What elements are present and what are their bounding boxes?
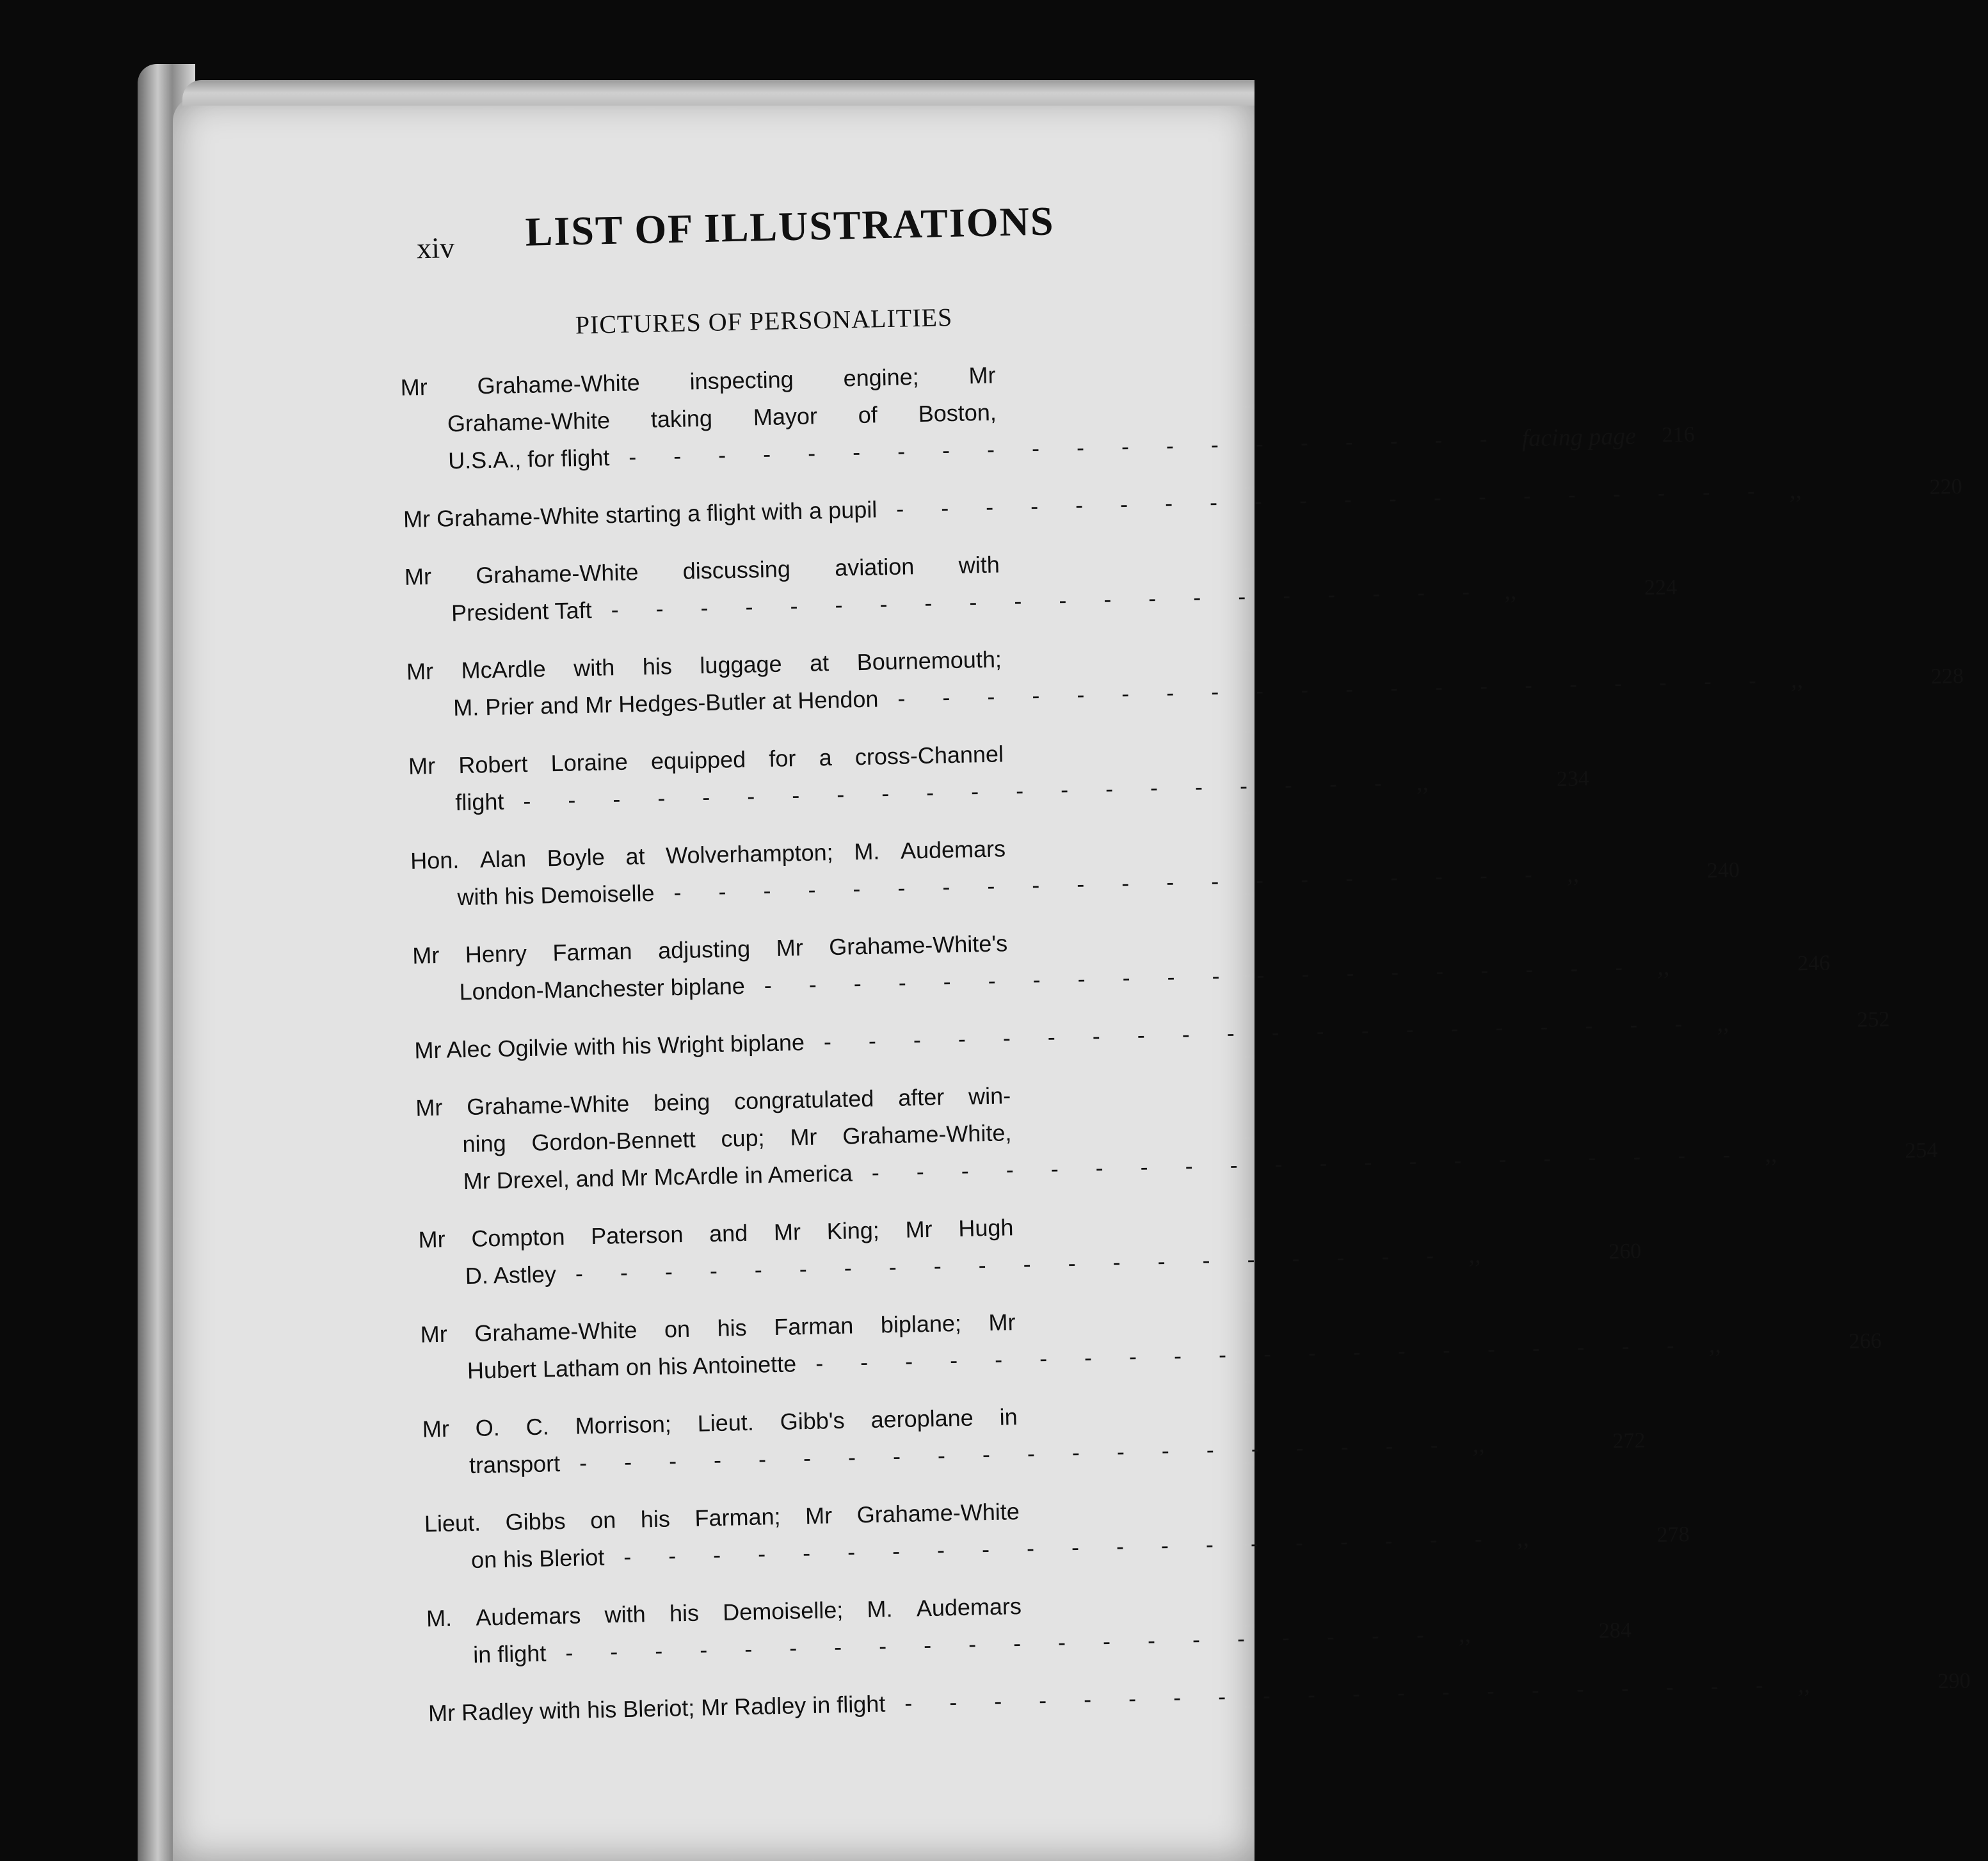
page-reference [1638, 945, 1831, 986]
entry-text-line: Lieut. Gibbs on his Farman; Mr Grahame-White [424, 1498, 1020, 1537]
page-top-edge [182, 80, 1255, 106]
page-number: 220 [1929, 474, 1963, 499]
page-reference [1439, 1612, 1631, 1653]
page-reference [1547, 852, 1740, 893]
leader-dashes: - - - - - - - - - - - - - - - - - - - - [823, 1010, 1698, 1055]
entry-text-line: President Taft [451, 596, 593, 627]
entry-text-line: Mr Grahame-White inspecting engine; Mr [400, 362, 996, 401]
page-number: 254 [1904, 1138, 1938, 1163]
entry-text-line: Grahame-White taking Mayor of Boston, [447, 399, 997, 437]
facing-page-label: ,, [1656, 953, 1670, 981]
entry-text-line: in flight [472, 1640, 547, 1668]
page-number: 290 [1937, 1669, 1971, 1694]
page-number: 224 [1644, 575, 1678, 600]
entry-text-line: U.S.A., for flight [447, 444, 610, 474]
page-number: 252 [1856, 1007, 1890, 1032]
page-reference [1770, 468, 1962, 509]
leader-dashes: - - - - - - - - - - - - - - - - - - - - [565, 1621, 1440, 1666]
page-reference [1397, 760, 1589, 801]
page-number: 240 [1706, 858, 1740, 883]
entry-text-line: ning Gordon-Bennett cup; Mr Grahame-White, [462, 1119, 1012, 1158]
entry-text-line: Mr Alec Ogilvie with his Wright biplane [414, 1028, 805, 1064]
entry-text-line: with his Demoiselle [457, 879, 655, 911]
entry-text-line: M. Prier and Mr Hedges-Butler at Hendon [453, 685, 879, 721]
page-number: 216 [1662, 422, 1695, 447]
leader-dashes: - - - - - - - - - - - - - - - - - - - - [764, 954, 1639, 999]
entry-text-line: Mr Grahame-White being congratulated after win- [415, 1082, 1011, 1121]
page-number: 260 [1608, 1239, 1642, 1264]
page-reference [1484, 569, 1677, 610]
list-item [424, 1489, 1690, 1580]
leader-dashes: - - - - - - - - - - - - - - - - - - - - [575, 1242, 1450, 1287]
list-item [406, 637, 1964, 728]
leader-dashes: - - - - - - - - - - - - - - - - - - - - [579, 1431, 1454, 1476]
page-reference [1771, 658, 1964, 699]
facing-page-label: ,, [1503, 577, 1517, 605]
entry-text-line: Mr Compton Paterson and Mr King; Mr Hugh [418, 1214, 1014, 1253]
entry-text-line: Mr Grahame-White discussing aviation with [404, 551, 1000, 590]
leader-dashes: - - - - - - - - - - - - - - - - - - - - [623, 1525, 1498, 1570]
leader-dashes: - - - - - - - - - - - - - - - - - - - - [904, 1672, 1779, 1716]
leader-dashes: - - - - - - - - - - - - - - - - - - - - [871, 1141, 1746, 1186]
section-title: PICTURES OF PERSONALITIES [575, 302, 953, 340]
list-item [412, 921, 1831, 1012]
facing-page-label: ,, [1790, 666, 1804, 694]
entry-text-line: Mr Robert Loraine equipped for a cross-Channel [408, 740, 1004, 779]
page-reference [1453, 1423, 1646, 1464]
facing-page-label: ,, [1797, 1671, 1811, 1698]
facing-page-label: ,, [1789, 477, 1802, 504]
facing-page-label: ,, [1416, 769, 1429, 796]
page-reference [1689, 1323, 1882, 1364]
facing-page-label: ,, [1472, 1430, 1486, 1458]
leader-dashes: - - - - - - - - - - - - - - - - - - - - [897, 667, 1772, 712]
list-item [418, 1205, 1642, 1296]
entry-text-line: flight [454, 788, 504, 816]
facing-page-label: ,, [1716, 1009, 1729, 1037]
entry-text-line: D. Astley [465, 1261, 557, 1290]
leader-dashes: - - - - - - - - - - - - - - - - - - - - [522, 769, 1398, 815]
page-number: 284 [1598, 1618, 1632, 1643]
list-item [408, 731, 1590, 822]
entry-text-line: Mr O. C. Morrison; Lieut. Gibb's aeroplane in [422, 1403, 1018, 1442]
page-number: 228 [1930, 664, 1964, 689]
entry-text-line: Mr Radley with his Bleriot; Mr Radley in flight [428, 1690, 886, 1727]
entry-text-line: on his Bleriot [470, 1544, 605, 1574]
list-item [428, 1669, 1971, 1732]
list-item [422, 1394, 1646, 1485]
list-item [404, 542, 1678, 633]
leader-dashes: - - - - - - - - - - - - - - - - - - - - [673, 861, 1548, 906]
folio-number: xiv [416, 231, 455, 265]
entry-text-line: M. Audemars with his Demoiselle; M. Audemars [426, 1593, 1022, 1632]
list-item [410, 826, 1740, 917]
facing-page-label: facing page [1521, 422, 1637, 452]
page-reference [1745, 1132, 1938, 1173]
page-reference [1449, 1233, 1642, 1274]
entry-text-line: Mr Grahame-White starting a flight with a pupil [403, 496, 878, 532]
facing-page-label: ,, [1468, 1241, 1481, 1269]
list-item [426, 1584, 1632, 1675]
page-number: 234 [1556, 767, 1590, 792]
page-reference [1697, 1001, 1890, 1042]
list-item [400, 353, 1695, 481]
leader-dashes: - - - - - - - - - - - - - - - - - - - - [895, 477, 1771, 522]
leader-dashes: - - - - - - - - - - - - - - - - - - - - [815, 1332, 1690, 1377]
page-content [397, 195, 1971, 1752]
page-number: 278 [1656, 1522, 1690, 1547]
list-item [403, 474, 1963, 538]
facing-page-label: ,, [1458, 1620, 1471, 1648]
entry-text-line: transport [469, 1450, 561, 1479]
page-number: 246 [1797, 951, 1831, 976]
list-item [415, 1073, 1938, 1201]
facing-page-label: ,, [1708, 1331, 1722, 1359]
page-reference [1497, 1516, 1690, 1557]
entry-text-line: Hon. Alan Boyle at Wolverhampton; M. Audemars [410, 835, 1006, 874]
leader-dashes: - - - - - - - - - - - - - - - - - - - - [611, 578, 1486, 623]
illustration-list [400, 353, 1971, 1732]
facing-page-label: ,, [1566, 860, 1580, 888]
facing-page-label: ,, [1516, 1524, 1530, 1552]
page-number: 266 [1848, 1329, 1882, 1354]
page-number: 272 [1612, 1428, 1646, 1453]
entry-text-line: Mr Henry Farman adjusting Mr Grahame-White's [412, 930, 1008, 969]
entry-text-line: London-Manchester biplane [459, 972, 746, 1005]
facing-page-label: ,, [1764, 1140, 1777, 1168]
entry-text-line: Mr Drexel, and Mr McArdle in America [463, 1160, 853, 1195]
page-reference [1778, 1663, 1971, 1704]
list-item [414, 1007, 1890, 1069]
entry-text-line: Mr McArdle with his luggage at Bournemouth; [406, 646, 1002, 685]
page-title: LIST OF ILLUSTRATIONS [524, 198, 1055, 255]
entry-text-line: Hubert Latham on his Antoinette [467, 1350, 797, 1384]
leader-dashes: - - - - - - - - - - - - - - - - - - - - [628, 425, 1503, 470]
list-item [420, 1300, 1882, 1391]
entry-text-line: Mr Grahame-White on his Farman biplane; Mr [420, 1309, 1016, 1348]
page-reference [1502, 417, 1695, 458]
